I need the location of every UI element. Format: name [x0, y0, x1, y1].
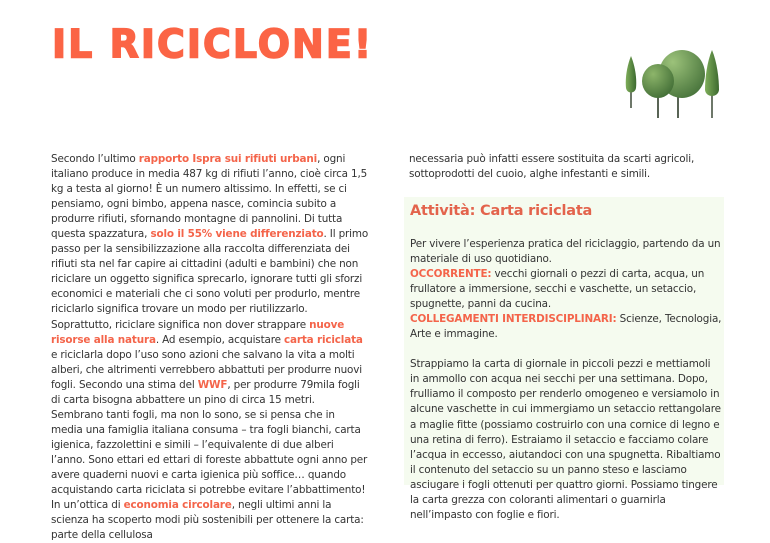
trees-icon — [620, 48, 726, 122]
activity-procedure: Strappiamo la carta di giornale in piccoli pezzi e mettiamoli in ammollo con acqua nei secchi per una settimana. Dopo, frulliamo il composto per renderlo omogeneo e versiamolo in alcune vaschette in cui immergiamo un setaccio rettangolare a maglie fitte (possiamo costruirlo con una cornice di legno e una retina di ferro). Estraiamo il setaccio e facciamo colare l’acqua in eccesso, aiutandoci con una spugnetta. Ribaltiamo il contenuto del setaccio su un panno steso e lasciamo asciugare i fogli ottenuti per quattro giorni. Possiamo tingere la carta grezza con coloranti alimentari o guarnirla nell’impasto con foglie e fiori. — [410, 358, 721, 521]
article-continuation: necessaria può infatti essere sostituita da scarti agricoli, sottoprodotti del cuoio, alghe infestanti e simili. — [409, 153, 695, 181]
article-segment: . Ad esempio, acquistare — [155, 333, 284, 346]
highlight-wwf: WWF — [197, 378, 228, 391]
highlight-55-percent: solo il 55% viene differenziato — [150, 228, 324, 241]
page-title: IL RICICLONE! — [52, 21, 374, 67]
highlight-carta-riciclata: carta riciclata — [284, 333, 363, 346]
occorrente-text: vecchi giornali o pezzi di carta, acqua, un frullatore a immersione, secchi e vaschette, un setaccio, spugnette, panni da cucina. — [410, 268, 705, 311]
article-segment: Secondo l’ultimo — [51, 153, 139, 165]
activity-box — [404, 197, 724, 521]
occorrente-label: OCCORRENTE: — [410, 268, 492, 281]
highlight-ispra-report: rapporto Ispra sui rifiuti urbani — [138, 153, 318, 165]
article-segment: , per produrre 79mila fogli di carta bisogna abbattere un pino di circa 15 metri. Sembrano tanti fogli, ma non lo sono, se si pensa che in media una famiglia italiana consuma – tra fogli bianchi, carta igienica, fazzolettini e simili – l’equivalente di due alberi l’anno. Sono ettari ed ettari di foreste abbattute ogni anno per avere quaderni nuovi e carta igienica più soffice… quando acquistando carta riciclata si potrebbe evitare l’abbattimento! In un’ottica di — [51, 378, 368, 512]
article-segment: e riciclarla dopo l’uso sono azioni che salvano la vita a molti alberi, che altrimenti verrebbero abbattuti per produrre nuovi fogli. Secondo una stima del — [51, 348, 362, 391]
activity-collegamenti — [410, 312, 722, 342]
activity-intro: Per vivere l’esperienza pratica del riciclaggio, partendo da un materiale di uso quotidiano. — [410, 238, 721, 266]
activity-body — [410, 237, 722, 523]
activity-title: Attività: Carta riciclata — [410, 203, 593, 219]
article-segment: , ogni italiano produce in media 487 kg di rifiuti l’anno, cioè circa 1,5 kg a testa al giorno! È un numero altissimo. In effetti, se ci pensiamo, ogni bimbo, appena nasce, comincia subito a produrre rifiuti, sfornando montagne di pannolini. Di tutta questa spazzatura, — [51, 153, 368, 241]
activity-occorrente — [410, 267, 722, 312]
highlight-nuove-risorse: nuove risorse alla natura — [51, 318, 345, 346]
article-segment: . Il primo passo per la sensibilizzazione alla raccolta differenziata dei rifiuti sta nel far capire ai cittadini (adulti e bambini) che non riciclare un oggetto significa sprecarlo, ignorare tutti gli sforzi economici e materiali che ci sono voluti per produrlo, mentre riciclarlo significa trovare un modo per riutilizzarlo. Soprattutto, riciclare significa non dover strappare — [51, 228, 369, 331]
article-segment: , negli ultimi anni la scienza ha scoperto modi più sostenibili per ottenere la carta: parte della cellulosa — [51, 499, 364, 542]
article-text — [51, 152, 369, 543]
collegamenti-text: Scienze, Tecnologia, Arte e immagine. — [410, 313, 722, 341]
highlight-economia-circolare: economia circolare — [123, 499, 232, 512]
collegamenti-label: COLLEGAMENTI INTERDISCIPLINARI: — [410, 313, 617, 326]
